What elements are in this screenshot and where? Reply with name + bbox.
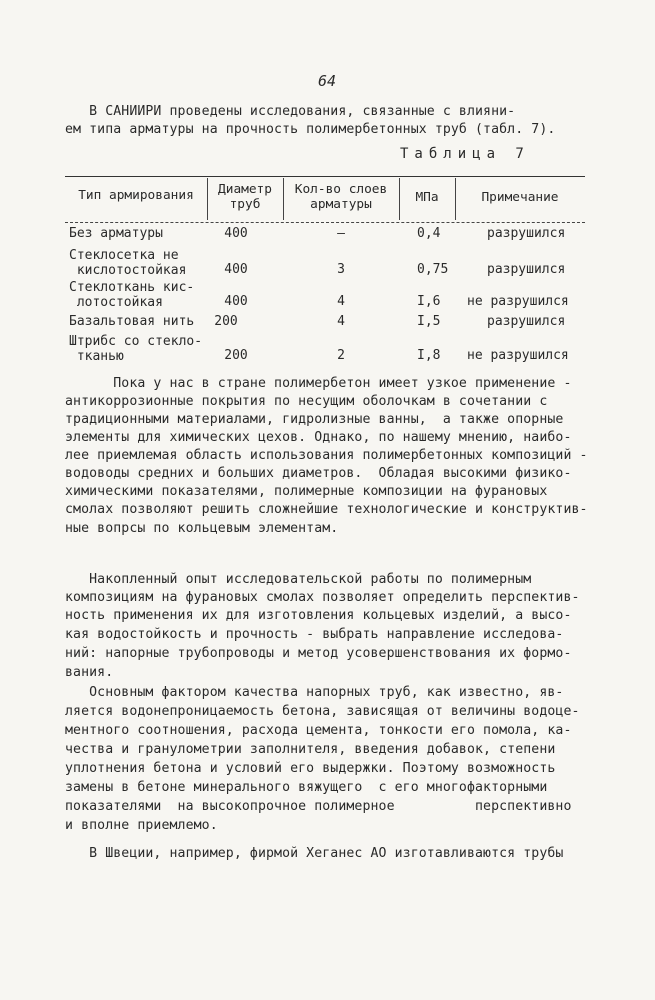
paragraph-3-line: замены в бетоне минерального вяжущего с его многофакторными <box>65 780 548 795</box>
table-cell-diameter: 400 <box>224 294 248 309</box>
paragraph-1-line: смолах позволяют решить сложнейшие технологические и конструктив- <box>65 502 588 517</box>
paragraph-3-line: уплотнения бетона и условий его выдержки. Поэтому возможность <box>65 761 556 776</box>
table-cell-note: не разрушился <box>467 348 569 363</box>
paragraph-3-line: ментного соотношения, расхода цемента, тонкости его помола, ка- <box>65 723 572 738</box>
header-mpa: МПа <box>415 190 439 205</box>
table-7 <box>65 176 585 366</box>
paragraph-1-line: Пока у нас в стране полимербетон имеет узкое применение - <box>65 376 572 391</box>
paragraph-3-line: ляется водонепроницаемость бетона, зависящая от величины водоце- <box>65 704 580 719</box>
table-cell-type: Базальтовая нить <box>69 314 195 329</box>
table-cell-note: разрушился <box>487 262 566 277</box>
paragraph-1-line: водоводы средних и больших диаметров. Обладая высокими физико- <box>65 466 572 481</box>
table-cell-mpa: I,8 <box>417 348 441 363</box>
paragraph-3-line: и вполне приемлемо. <box>65 818 218 833</box>
table-caption: Таблица 7 <box>400 146 530 162</box>
table-cell-layers: 4 <box>337 294 345 309</box>
table-cell-mpa: I,6 <box>417 294 441 309</box>
paragraph-2-line: ний: напорные трубопроводы и метод усовершенствования их формо- <box>65 646 572 661</box>
table-cell-mpa: 0,4 <box>417 226 441 241</box>
table-cell-type: Стеклоткань кис- лотостойкая <box>69 280 195 310</box>
paragraph-2-line: композициям на фурановых смолах позволяет определить перспектив- <box>65 590 580 605</box>
table-cell-mpa: I,5 <box>417 314 441 329</box>
table-cell-note: разрушился <box>487 314 566 329</box>
paragraph-1-line: антикоррозионные покрытия по несущим оболочкам в сочетании с <box>65 394 548 409</box>
header-diameter: Диаметр труб <box>218 182 272 212</box>
paragraph-3-line: Основным фактором качества напорных труб, как известно, яв- <box>65 685 564 700</box>
table-cell-note: разрушился <box>487 226 566 241</box>
table-cell-type: Штрибс со стекло- тканью <box>69 334 203 364</box>
paragraph-2-line: ность применения их для изготовления кольцевых изделий, а высо- <box>65 608 572 623</box>
paragraph-4-line: В Швеции, например, фирмой Хеганес АО изготавливаются трубы <box>65 846 564 861</box>
paragraph-3-line: чества и гранулометрии заполнителя, введения добавок, степени <box>65 742 556 757</box>
paragraph-1-line: лее приемлемая область использования полимербетонных композиций - <box>65 448 588 463</box>
paragraph-1-line: элементы для химических цехов. Однако, по нашему мнению, наибо- <box>65 430 572 445</box>
table-cell-layers: 2 <box>337 348 345 363</box>
paragraph-2-line: Накопленный опыт исследовательской работы по полимерным <box>65 572 532 587</box>
header-type: Тип армирования <box>78 188 194 203</box>
table-cell-diameter: 400 <box>224 226 248 241</box>
paragraph-2-line: вания. <box>65 665 114 680</box>
table-top-rule <box>65 176 585 177</box>
intro-line-1: В САНИИРИ проведены исследования, связанные с влияни- <box>65 104 516 119</box>
table-cell-diameter: 400 <box>224 262 248 277</box>
paragraph-2-line: кая водостойкость и прочность - выбрать направление исследова- <box>65 627 564 642</box>
table-cell-type: Стеклосетка не кислотостойкая <box>69 248 187 278</box>
page-number: 64 <box>318 72 337 90</box>
table-cell-diameter: 200 <box>224 348 248 363</box>
header-note: Примечание <box>481 190 559 205</box>
table-cell-layers: 3 <box>337 262 345 277</box>
paragraph-1-line: ные вопрсы по кольцевым элементам. <box>65 521 339 536</box>
table-cell-layers: – <box>337 226 345 241</box>
paragraph-1-line: химическими показателями, полимерные композиции на фурановых <box>65 484 548 499</box>
header-layers: Кол-во слоев арматуры <box>294 182 388 212</box>
paragraph-3-line: показателями на высокопрочное полимерное перспективно <box>65 799 572 814</box>
table-cell-mpa: 0,75 <box>417 262 449 277</box>
table-cell-note: не разрушился <box>467 294 569 309</box>
table-cell-layers: 4 <box>337 314 345 329</box>
table-cell-type: Без арматуры <box>69 226 163 241</box>
table-header-rule <box>65 222 585 223</box>
paragraph-1-line: традиционными материалами, гидролизные ванны, а также опорные <box>65 412 564 427</box>
intro-line-2: ем типа арматуры на прочность полимербетонных труб (табл. 7). <box>65 122 556 137</box>
table-cell-diameter: 200 <box>214 314 238 329</box>
